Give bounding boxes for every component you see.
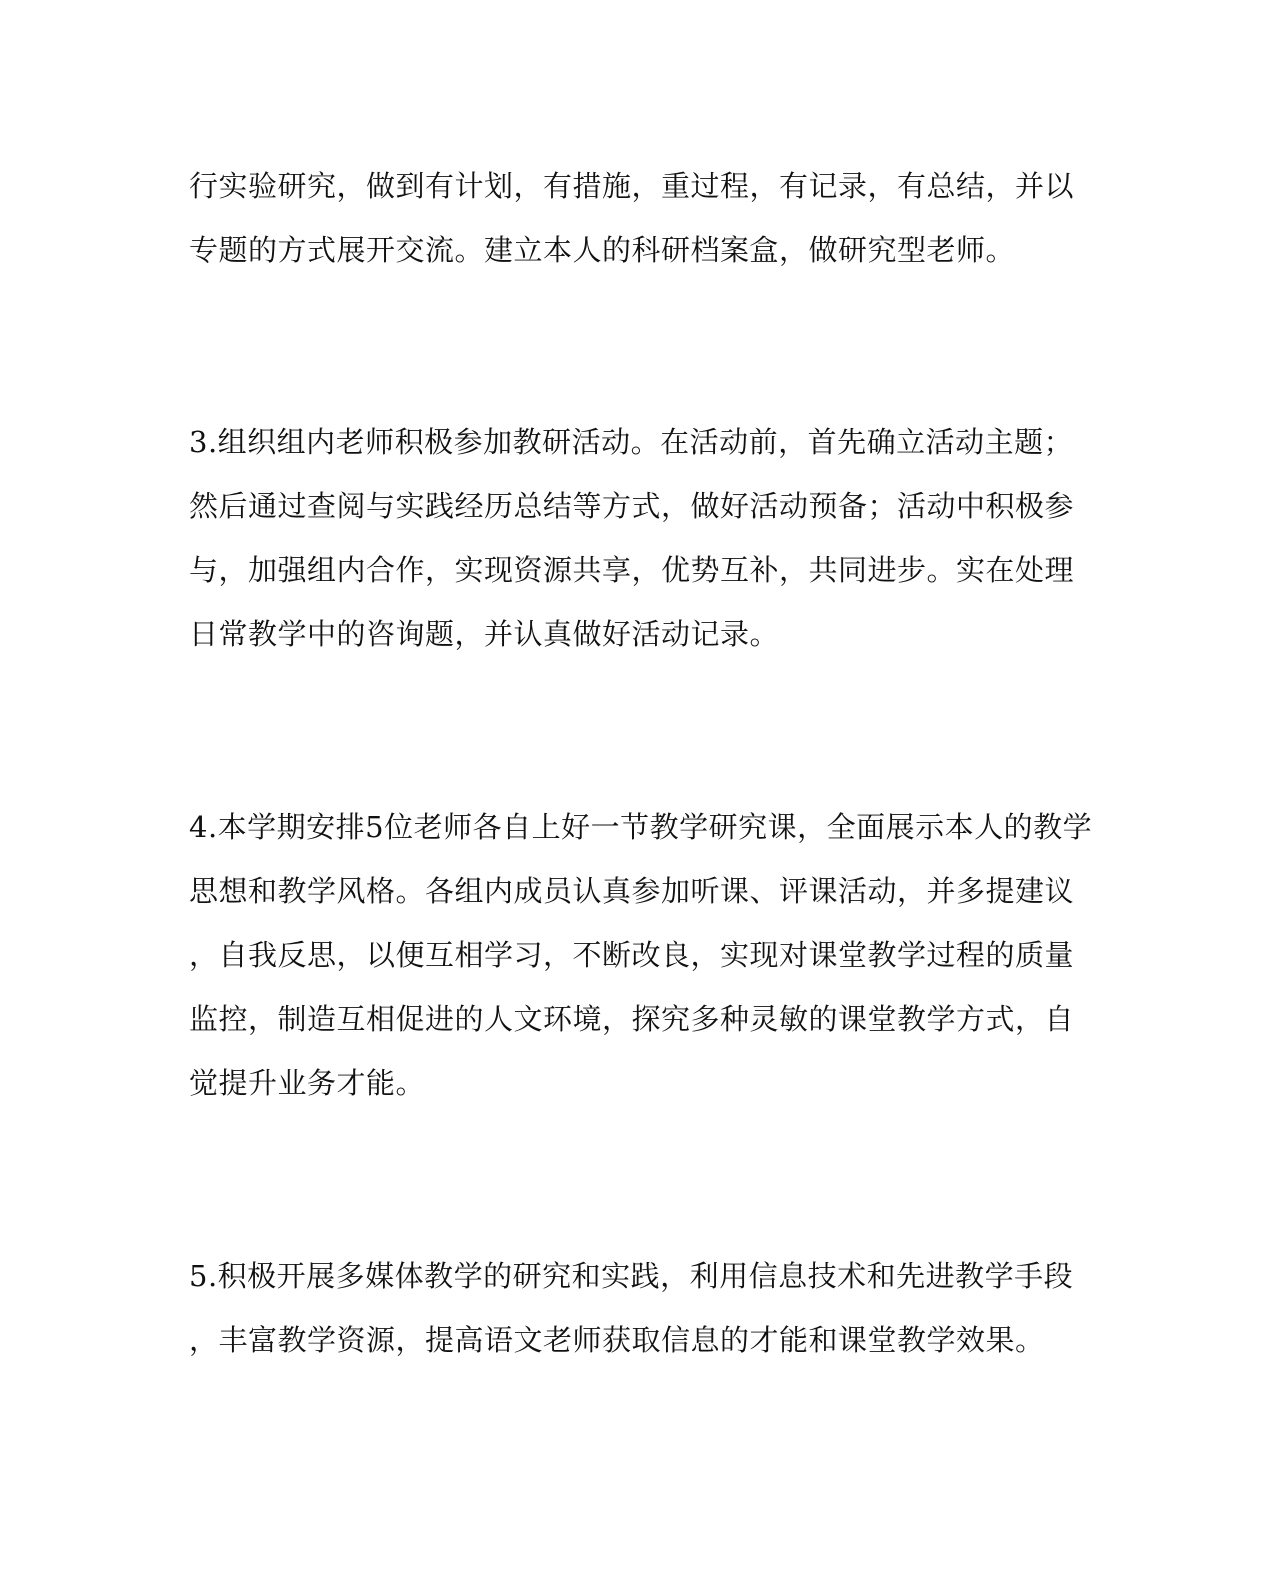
text-line: 思想和教学风格。各组内成员认真参加听课、评课活动，并多提建议 — [189, 874, 1075, 908]
text-line: 然后通过查阅与实践经历总结等方式，做好活动预备；活动中积极参 — [189, 489, 1075, 523]
paragraph-item-5 — [189, 1244, 1079, 1372]
text-line: 3.组织组内老师积极参加教研活动。在活动前，首先确立活动主题； — [189, 425, 1074, 459]
text-line: 5.积极开展多媒体教学的研究和实践，利用信息技术和先进教学手段 — [189, 1259, 1074, 1293]
text-line: 与，加强组内合作，实现资源共享，优势互补，共同进步。实在处理 — [189, 553, 1075, 587]
paragraph-item-4 — [189, 795, 1093, 1115]
text-line: 监控，制造互相促进的人文环境，探究多种灵敏的课堂教学方式，自 — [189, 1002, 1075, 1036]
text-line: 专题的方式展开交流。建立本人的科研档案盒，做研究型老师。 — [189, 233, 1016, 267]
paragraph-continuation — [189, 154, 1079, 282]
text-line: ，自我反思，以便互相学习，不断改良，实现对课堂教学过程的质量 — [189, 938, 1075, 972]
text-line: 行实验研究，做到有计划，有措施，重过程，有记录，有总结，并以 — [189, 169, 1075, 203]
text-line: 日常教学中的咨询题，并认真做好活动记录。 — [189, 617, 780, 651]
text-line: ，丰富教学资源，提高语文老师获取信息的才能和课堂教学效果。 — [189, 1323, 1045, 1357]
text-line: 觉提升业务才能。 — [189, 1066, 426, 1100]
paragraph-item-3 — [189, 410, 1079, 666]
text-line: 4.本学期安排5位老师各自上好一节教学研究课，全面展示本人的教学 — [189, 810, 1093, 844]
